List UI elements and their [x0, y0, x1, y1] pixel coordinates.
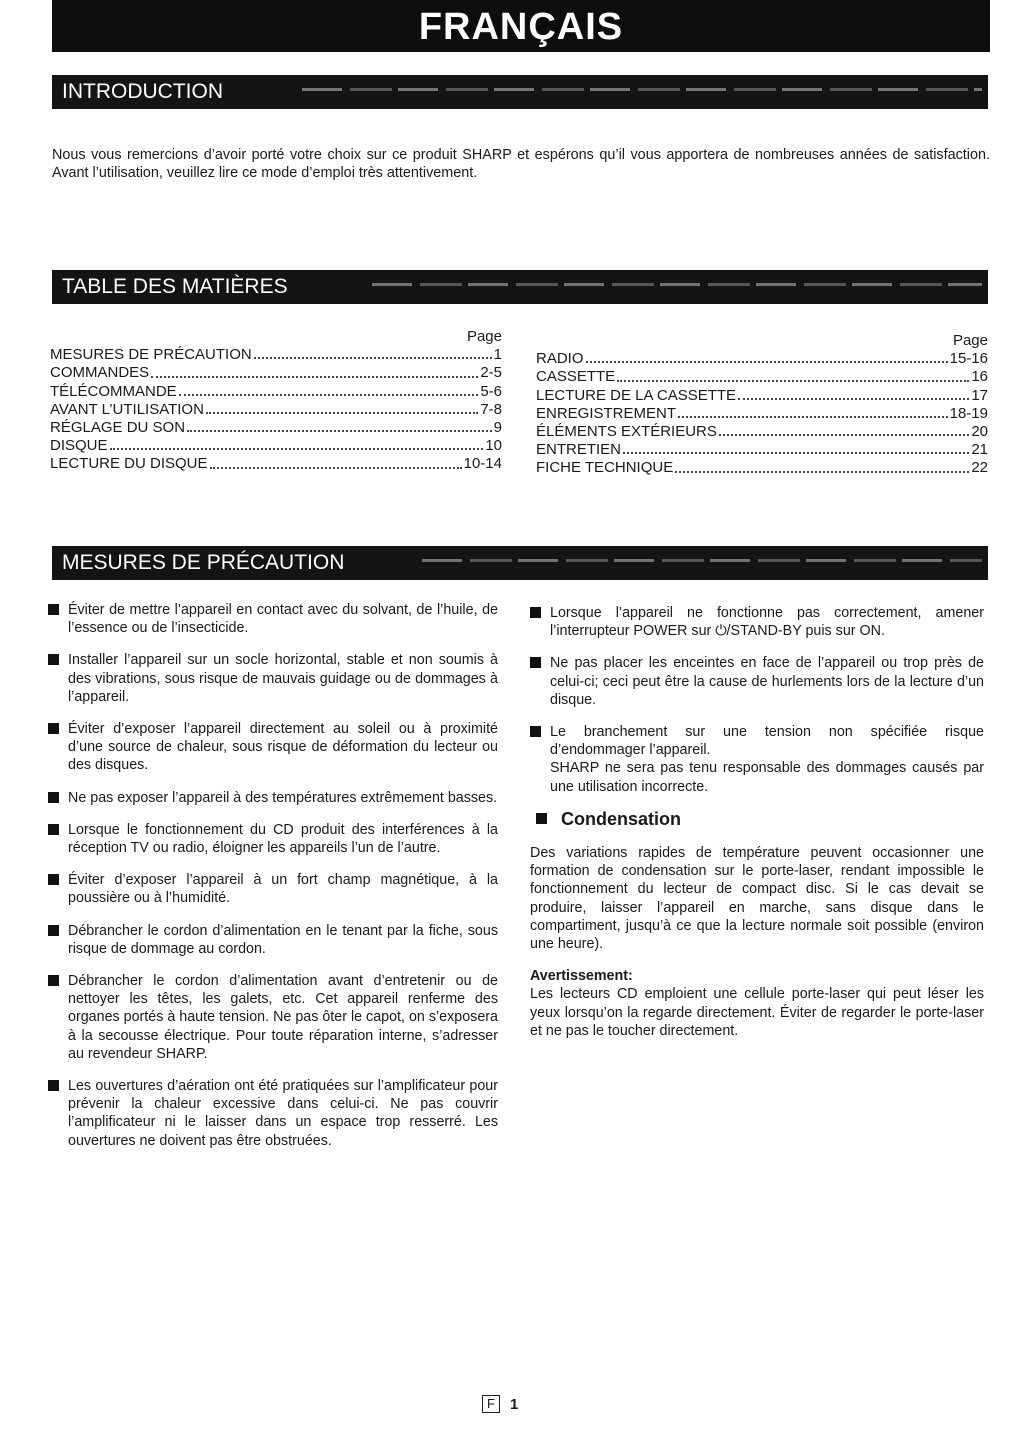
toc-entry-title: FICHE TECHNIQUE: [536, 459, 674, 477]
toc-entry-page: 18-19: [949, 404, 988, 422]
toc-right-column: [536, 332, 988, 478]
toc-entry-page: 9: [493, 419, 502, 437]
toc-entry-page: 10: [485, 437, 502, 455]
bullet-square-icon: [530, 726, 541, 737]
toc-entry-title: CASSETTE: [536, 368, 616, 386]
intro-paragraph: Nous vous remercions d’avoir porté votre choix sur ce produit SHARP et espérons qu’il vous apportera de nombreuses années de satisfaction. Avant l’utilisation, veuillez lire ce mode d’emploi très attentivement.: [52, 147, 990, 182]
language-letter-box: F: [482, 1395, 500, 1413]
toc-page-label: Page: [466, 328, 502, 345]
page-number: 1: [510, 1395, 519, 1413]
section-header-precautions: [52, 546, 988, 580]
toc-entry-title: ENTRETIEN: [536, 441, 622, 459]
toc-entry-title: ÉLÉMENTS EXTÉRIEURS: [536, 423, 717, 441]
toc-entry: [50, 346, 502, 364]
toc-entry-page: 2-5: [480, 364, 502, 382]
bullet-square-icon: [48, 975, 59, 986]
toc-leader-dots: [678, 416, 948, 418]
bullet-square-icon: [48, 604, 59, 615]
precaution-item: [48, 821, 498, 857]
bullet-square-icon: [48, 925, 59, 936]
toc-entry: [536, 387, 988, 405]
toc-entry-title: LECTURE DU DISQUE: [50, 455, 208, 473]
precaution-text: Éviter de mettre l’appareil en contact avec du solvant, de l’huile, de l’essence ou de l’insecticide.: [68, 602, 498, 637]
precaution-note: SHARP ne sera pas tenu responsable des dommages causés par une utilisation incorrecte.: [550, 760, 984, 795]
precaution-item: [48, 651, 498, 706]
toc-leader-dots: [210, 467, 462, 469]
precaution-text: Installer l’appareil sur un socle horizontal, stable et non soumis à des vibrations, sous risque de mauvais guidage ou de dommages à l’appareil.: [68, 652, 498, 705]
language-title: FRANÇAIS: [52, 0, 990, 52]
precaution-text: Le branchement sur une tension non spécifiée risque d’endommager l’appareil.: [550, 724, 984, 759]
toc-entry-page: 17: [971, 386, 988, 404]
toc-entry-page: 21: [971, 441, 988, 459]
bullet-square-icon: [48, 874, 59, 885]
toc-leader-dots: [187, 430, 492, 432]
toc-leader-dots: [675, 471, 969, 473]
bullet-square-icon: [48, 654, 59, 665]
precaution-item: [48, 922, 498, 958]
toc-entry: [536, 441, 988, 459]
precaution-item: [48, 789, 498, 807]
toc-entry: [50, 401, 502, 419]
toc-entry-page: 22: [971, 459, 988, 477]
toc-entry: [536, 368, 988, 386]
toc-leader-dots: [623, 452, 969, 454]
toc-leader-dots: [738, 398, 969, 400]
toc-leader-dots: [254, 357, 492, 359]
toc-entry-page: 7-8: [480, 400, 502, 418]
section-title: INTRODUCTION: [62, 75, 231, 109]
toc-entry-page: 10-14: [463, 455, 502, 473]
toc-entry-page: 1: [493, 346, 502, 364]
precaution-text: Débrancher le cordon d’alimentation avant d’entretenir ou de nettoyer les têtes, les galets, etc. Cet appareil renferme des organes portés à haute tension. Ne pas ôter le capot, on s’exposera à la secousse électrique. Pour toute réparation interne, s’adresser au revendeur SHARP.: [68, 973, 498, 1062]
precaution-item: [48, 601, 498, 637]
toc-entry-title: TÉLÉCOMMANDE: [50, 382, 177, 400]
warning-paragraph: Les lecteurs CD emploient une cellule porte-laser qui peut léser les yeux lorsqu’on la regarde directement. Éviter de regarder le porte-laser et ne pas le toucher directement.: [530, 986, 984, 1039]
condensation-title: Condensation: [561, 808, 681, 829]
bullet-square-icon: [48, 824, 59, 835]
bullet-square-icon: [48, 1080, 59, 1091]
bullet-square-icon: [48, 792, 59, 803]
section-title: MESURES DE PRÉCAUTION: [62, 546, 352, 580]
toc-entry-title: RÉGLAGE DU SON: [50, 419, 186, 437]
toc-leader-dots: [586, 361, 948, 363]
precaution-item: [530, 654, 984, 709]
bullet-square-icon: [530, 657, 541, 668]
toc-entry-title: LECTURE DE LA CASSETTE: [536, 386, 737, 404]
toc-entry-title: AVANT L’UTILISATION: [50, 400, 204, 418]
toc-entry-title: MESURES DE PRÉCAUTION: [50, 346, 252, 364]
precaution-item: [48, 871, 498, 907]
toc-entry: [536, 459, 988, 477]
toc-entry-title: DISQUE: [50, 437, 108, 455]
toc-entry: [50, 419, 502, 437]
precaution-item: [48, 1077, 498, 1150]
toc-entry-title: ENREGISTREMENT: [536, 404, 677, 422]
toc-leader-dots: [617, 380, 969, 382]
toc-entry-page: 20: [971, 423, 988, 441]
toc-left-column: [50, 328, 502, 474]
toc-entry-title: RADIO: [536, 350, 584, 368]
toc-leader-dots: [179, 394, 479, 396]
condensation-heading: [536, 810, 984, 828]
toc-entry: [50, 364, 502, 382]
toc-leader-dots: [206, 412, 478, 414]
toc-leader-dots: [110, 448, 484, 450]
precaution-text: Ne pas exposer l’appareil à des températures extrêmement basses.: [68, 789, 498, 806]
precaution-text: Les ouvertures d’aération ont été pratiquées sur l’amplificateur pour prévenir la chaleur excessive dans celui-ci. Ne pas couvrir l’amplificateur ni le laisser dans un espace trop resserré. Les ouvertures ne doivent pas être obstruées.: [68, 1078, 498, 1149]
precaution-text: Éviter d’exposer l’appareil à un fort champ magnétique, à la poussière ou à l’humidité.: [68, 872, 498, 907]
precaution-text: Lorsque l’appareil ne fonctionne pas correctement, amener l’interrupteur POWER sur ⏻/STAND-BY puis sur ON.: [550, 605, 984, 640]
toc-entry: [536, 405, 988, 423]
section-header-introduction: [52, 75, 988, 109]
warning-title: Avertissement:: [530, 968, 633, 985]
precaution-item: [48, 972, 498, 1063]
toc-entry-page: 5-6: [480, 382, 502, 400]
toc-entry: [50, 437, 502, 455]
toc-page-label: Page: [952, 332, 988, 349]
bullet-square-icon: [530, 607, 541, 618]
precaution-item: [48, 720, 498, 775]
section-header-toc: [52, 270, 988, 304]
toc-leader-dots: [719, 434, 969, 436]
toc-leader-dots: [151, 376, 478, 378]
bullet-square-icon: [536, 813, 547, 824]
precaution-item: [530, 604, 984, 640]
toc-entry: [50, 455, 502, 473]
bullet-square-icon: [48, 723, 59, 734]
precautions-left-column: [48, 601, 498, 1164]
toc-entry: [536, 350, 988, 368]
precaution-text: Ne pas placer les enceintes en face de l’appareil ou trop près de celui-ci; ceci peut être la cause de hurlements lors de la lecture d’un disque.: [550, 655, 984, 708]
toc-entry-title: COMMANDES: [50, 364, 150, 382]
toc-entry-page: 15-16: [949, 350, 988, 368]
precaution-text: Éviter d’exposer l’appareil directement au soleil ou à proximité d’une source de chaleur, sous risque de déformation du lecteur ou des disques.: [68, 721, 498, 774]
toc-entry: [536, 423, 988, 441]
precaution-text: Lorsque le fonctionnement du CD produit des interférences à la réception TV ou radio, éloigner les appareils l’un de l’autre.: [68, 821, 498, 857]
precautions-right-column: [530, 604, 984, 1040]
section-title: TABLE DES MATIÈRES: [62, 270, 296, 304]
page-footer: [482, 1395, 518, 1413]
toc-entry: [50, 383, 502, 401]
precaution-item: [530, 723, 984, 796]
toc-entry-page: 16: [971, 368, 988, 386]
precaution-text: Débrancher le cordon d’alimentation en le tenant par la fiche, sous risque de dommage au cordon.: [68, 922, 498, 957]
condensation-paragraph: Des variations rapides de température peuvent occasionner une formation de condensation sur le porte-laser, rendant impossible le fonctionnement du lecteur de compact disc. Si le cas devait se produire, laisser l’appareil en marche, sans disque dans le compartiment, jusqu’à ce que la lecture normale soit possible (environ une heure).: [530, 845, 984, 953]
